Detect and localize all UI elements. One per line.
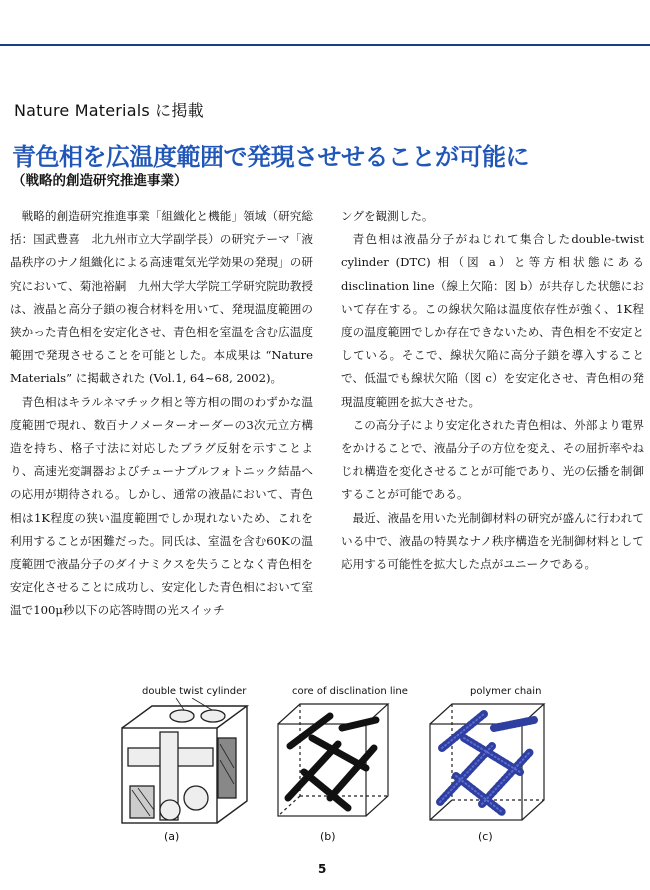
polymer-chain-diagram: [420, 698, 550, 828]
paragraph: 青色相はキラルネマチック相と等方相の間のわずかな温度範囲で現れ、数百ナノメーターオーダーの3次元立方構造を持ち、格子寸法に対応したブラグ反射を示すことより、高速光変調器およびチューナブルフォトニック結晶への応用が期待される。しかし、通常の液晶において、青色相は1K程度の狭い温度範囲でしか現れないため、これを利用することが困難だった。同氏は、室温を含む60Kの温度範囲で液晶分子のダイナミクスを失うことなく青色相を安定化させることに成功し、安定化した青色相において室温で100μ秒以下の応答時間の光スイッチ: [10, 394, 313, 618]
figure-label-c: polymer chain: [470, 686, 542, 697]
double-twist-cylinder-diagram: [110, 698, 260, 828]
panel-label-b: (b): [320, 830, 336, 843]
article-subtitle: （戦略的創造研究推進事業）: [12, 173, 188, 189]
figure-label-b: core of disclination line: [292, 686, 408, 697]
header-rule: [0, 44, 650, 46]
paragraph: 最近、液晶を用いた光制御材料の研究が盛んに行われている中で、液晶の特異なナノ秩序構造を光制御材料として応用する可能性を拡大した点がユニークである。: [341, 510, 644, 572]
figure-label-a: double twist cylinder: [142, 686, 247, 697]
article-title: 青色相を広温度範囲で発現させせることが可能に: [12, 143, 529, 171]
page-number: 5: [318, 862, 327, 876]
body-column-left: [10, 205, 313, 623]
panel-label-a: (a): [164, 830, 180, 843]
paragraph: 戦略的創造研究推進事業「組織化と機能」領域（研究総括：国武豊喜 北九州市立大学副学長）の研究テーマ「液晶秩序のナノ組織化による高速電気光学効果の発現」の研究において、菊池裕嗣 九州大学大学院工学研究院助教授は、液晶と高分子鎖の複合材料を用いて、発現温度範囲の狭かった青色相を安定化させ、青色相を室温を含む広温度範囲で発現させることを可能とした。本成果は “Nature Materials” に掲載された (Vol.1, 64~68, 2002)。: [10, 209, 313, 386]
blue-phase-figure: [110, 680, 560, 850]
paragraph: 青色相は液晶分子がねじれて集合したdouble-twist cylinder (DTC) 相（図 a）と等方相状態にあるdisclination line（線上欠陥：図 b）が共存した状態において存在する。この線状欠陥は温度依存性が強く、1K程度の温度範囲でしか存在できないため、青色相を不安定としている。そこで、線状欠陥に高分子鎖を導入することで、低温でも線状欠陥（図 c）を安定化させ、青色相の発現温度範囲を拡大させた。: [341, 232, 644, 409]
body-column-right: [341, 205, 644, 576]
paragraph: ングを観測した。: [341, 209, 434, 223]
disclination-line-diagram: [270, 698, 390, 828]
page-header-band: [0, 0, 650, 44]
paragraph: この高分子により安定化された青色相は、外部より電界をかけることで、液晶分子の方位を変え、その屈折率やねじれ構造を変化させることが可能であり、光の伝播を制御することが可能である。: [341, 417, 644, 502]
journal-kicker: Nature Materials に掲載: [14, 101, 204, 120]
panel-label-c: (c): [478, 830, 493, 843]
